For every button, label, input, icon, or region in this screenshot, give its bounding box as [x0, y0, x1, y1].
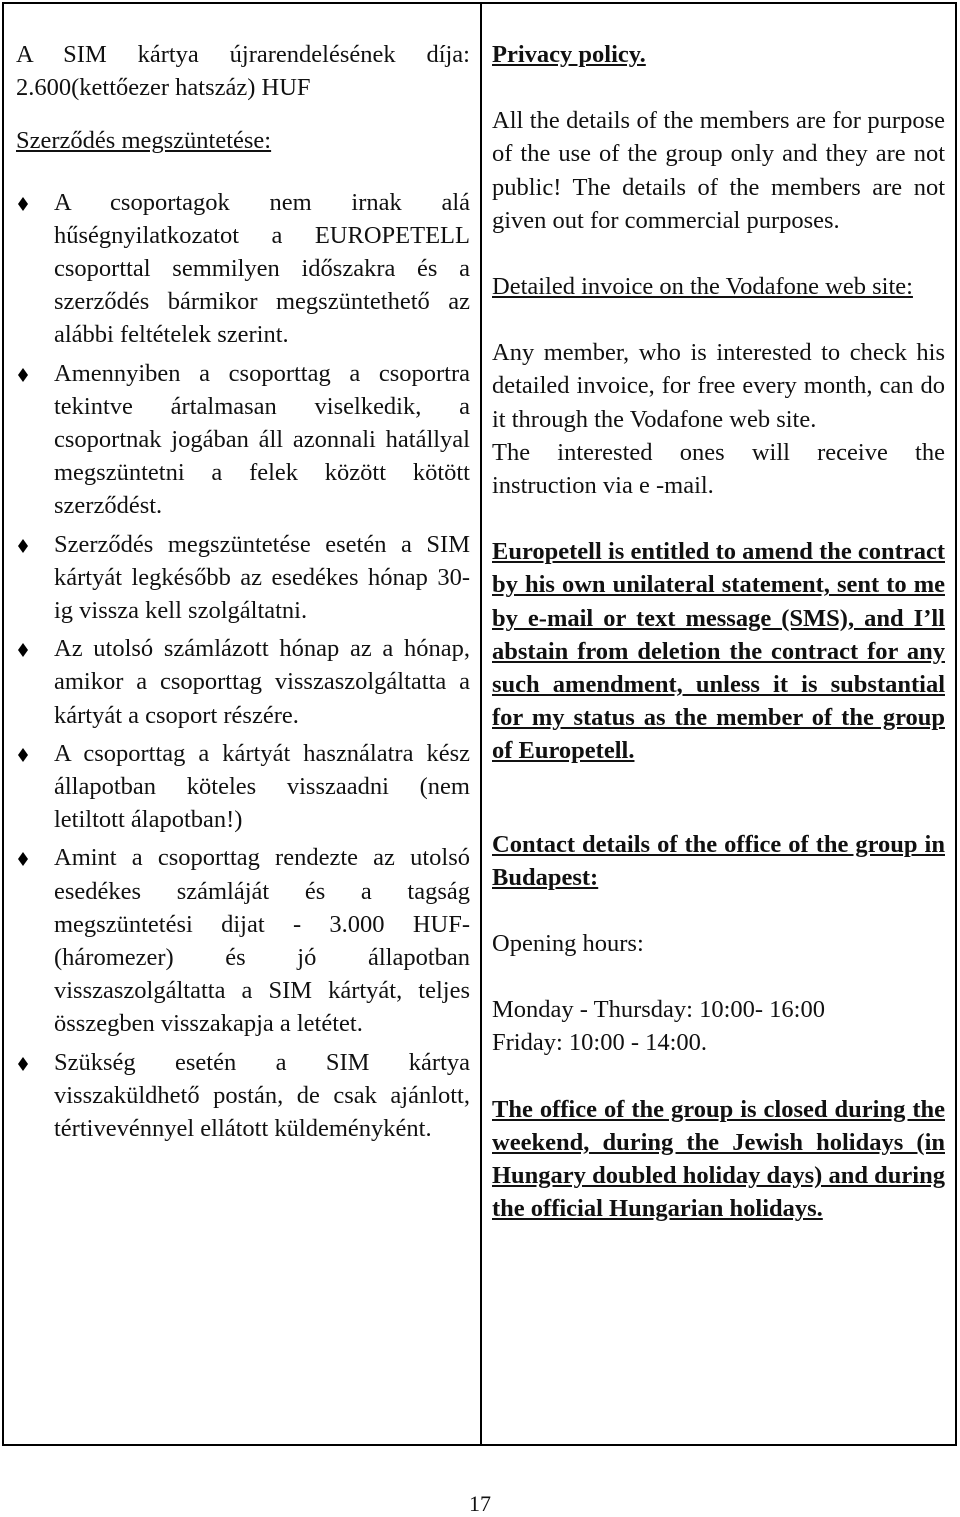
bullet-text: A csoporttag a kártyát használatra kész állapotban köteles visszaadni (nem letiltott álapotban!): [54, 739, 470, 834]
bullet-text: Szükség esetén a SIM kártya visszaküldhető postán, de csak ajánlott, tértivevénnyel ellátott küldeményként.: [54, 1048, 470, 1143]
termination-bullet-item: [16, 528, 470, 628]
detailed-invoice-heading: Detailed invoice on the Vodafone web site:: [492, 273, 913, 301]
termination-heading: Szerződés megszüntetése:: [16, 127, 272, 155]
bullet-text: A csoportagok nem irnak alá hűségnyilatkozatot a EUROPETELL csoporttal semmilyen időszakra és a szerződés bármikor megszüntethető az alábbi feltételek szerint.: [54, 188, 470, 349]
termination-bullet-item: [16, 357, 470, 523]
page-number: 17: [469, 1491, 491, 1516]
right-column-english: [482, 4, 955, 1444]
hours-weekday: Monday - Thursday: 10:00- 16:00: [492, 996, 825, 1024]
termination-bullet-item: [16, 1046, 470, 1146]
privacy-policy-text: All the details of the members are for purpose of the use of the group only and they are not public! The details of the members are not given out for commercial purposes.: [492, 107, 945, 234]
contact-details-heading: Contact details of the office of the group in Budapest:: [492, 830, 945, 891]
bullet-text: Az utolsó számlázott hónap az a hónap, amikor a csoporttag visszaszolgáltatta a kártyát a csoport részére.: [54, 635, 470, 729]
diamond-bullet-icon: [18, 539, 28, 553]
detailed-invoice-text: Any member, who is interested to check his detailed invoice, for free every month, can do it through the Vodafone web site.: [492, 339, 945, 433]
diamond-bullet-icon: [18, 852, 28, 866]
termination-bullet-list: [16, 186, 470, 1146]
diamond-bullet-icon: [18, 1057, 28, 1071]
office-closed-notice: The office of the group is closed during the weekend, during the Jewish holidays (in Hungary doubled holiday days) and during the official Hungarian holidays.: [492, 1095, 945, 1223]
diamond-bullet-icon: [18, 748, 28, 762]
bullet-text: Amennyiben a csoporttag a csoportra tekintve ártalmasan viselkedik, a csoportnak jogában áll azonnali hatállyal megszüntetni a felek között kötött szerződést.: [54, 359, 470, 520]
termination-bullet-item: [16, 841, 470, 1040]
sim-reorder-fee-text: A SIM kártya újrarendelésének díja: 2.600(kettőezer hatszáz) HUF: [16, 41, 470, 102]
bullet-text: Amint a csoporttag rendezte az utolsó esedékes számláját és a tagság megszüntetési dijat - 3.000 HUF- (háromezer) és jó állapotban visszaszolgáltatta a SIM kártyát, teljes összegben visszakapja a letétet.: [54, 844, 470, 1038]
diamond-bullet-icon: [18, 197, 28, 211]
bullet-text: Szerződés megszüntetése esetén a SIM kártyát legkésőbb az esedékes hónap 30-ig vissza kell szolgáltatni.: [54, 530, 470, 625]
privacy-policy-heading: Privacy policy.: [492, 41, 646, 68]
detailed-invoice-email-text: The interested ones will receive the instruction via e -mail.: [492, 438, 945, 500]
opening-hours-label: Opening hours:: [492, 930, 644, 958]
hours-friday: Friday: 10:00 - 14:00.: [492, 1029, 708, 1057]
left-column-hungarian: [4, 4, 482, 1444]
termination-bullet-item: [16, 737, 470, 837]
diamond-bullet-icon: [18, 368, 28, 382]
amendment-notice: Europetell is entitled to amend the contract by his own unilateral statement, sent to me by e-mail or text message (SMS), and I’ll abstain from deletion the contract for any such amendment, unless it is substantial for my status as the member of the group of Europetell.: [492, 538, 945, 765]
diamond-bullet-icon: [18, 643, 28, 657]
document-table: [2, 2, 957, 1446]
termination-bullet-item: [16, 186, 470, 352]
termination-bullet-item: [16, 632, 470, 732]
